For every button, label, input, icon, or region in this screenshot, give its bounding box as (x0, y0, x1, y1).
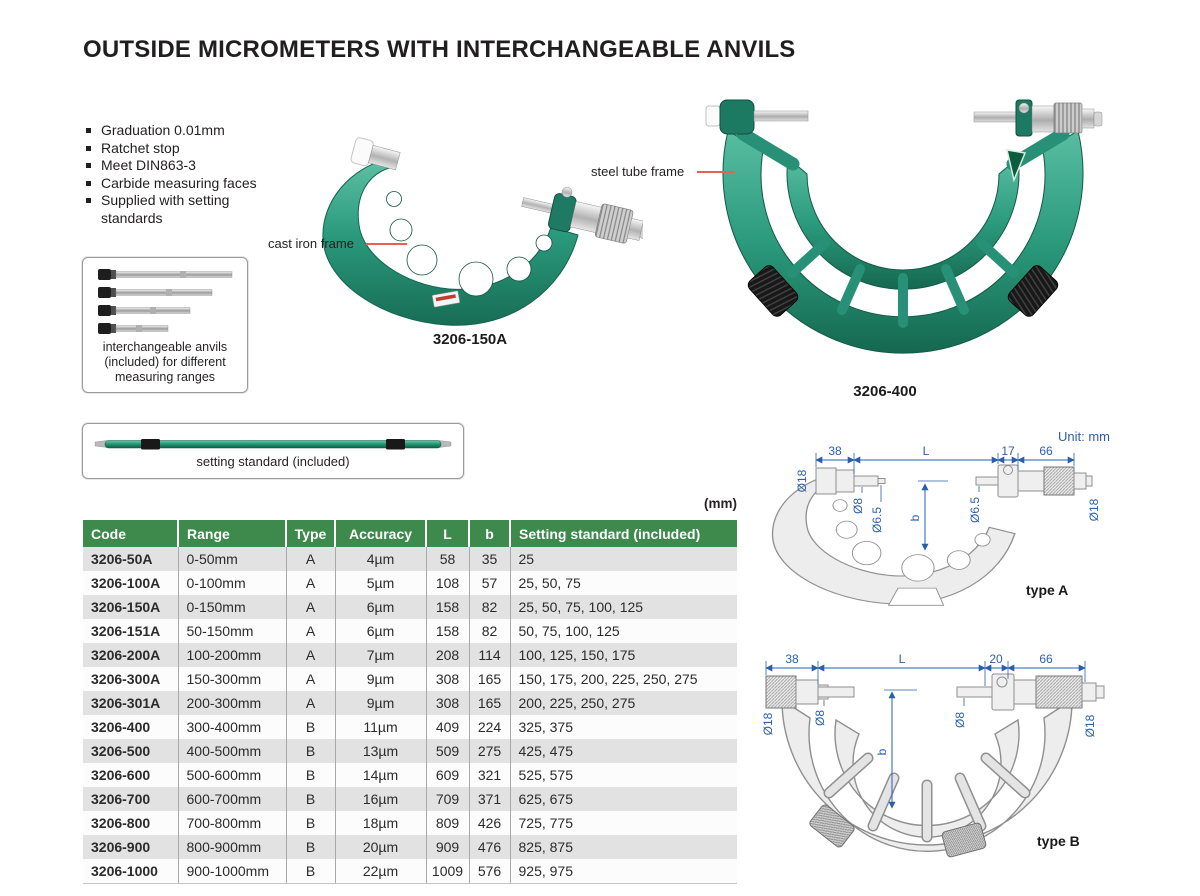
table-cell: 3206-300A (83, 667, 178, 691)
table-cell: 900-1000mm (178, 859, 286, 884)
table-cell: 0-100mm (178, 571, 286, 595)
frame-hole (390, 219, 412, 241)
frame-grip (808, 803, 856, 848)
table-cell: 82 (469, 595, 510, 619)
table-cell: A (286, 595, 335, 619)
table-row (83, 547, 737, 571)
table-cell: 0-150mm (178, 595, 286, 619)
table-cell: 509 (426, 739, 469, 763)
table-cell: 3206-400 (83, 715, 178, 739)
callout-cast-iron-frame: cast iron frame (268, 236, 354, 251)
table-cell: 800-900mm (178, 835, 286, 859)
spindle (522, 198, 555, 214)
table-cell: 50-150mm (178, 619, 286, 643)
anvil-outline (766, 676, 854, 708)
bullet-square-icon (86, 146, 91, 151)
bullet-square-icon (86, 181, 91, 186)
frame-hole (459, 262, 493, 296)
feature-text: Graduation 0.01mm (101, 122, 225, 138)
frame-outline (773, 474, 1015, 605)
table-cell: 700-800mm (178, 811, 286, 835)
table-cell: 108 (426, 571, 469, 595)
table-cell: 825, 875 (510, 835, 737, 859)
table-cell: 100, 125, 150, 175 (510, 643, 737, 667)
table-cell: 9µm (335, 667, 426, 691)
thimble (1054, 103, 1082, 133)
feature-text: Ratchet stop (101, 139, 180, 156)
leader-line (366, 243, 407, 245)
anvil-rod (98, 269, 232, 280)
frame-hole (536, 235, 552, 251)
dim-l: L (922, 444, 930, 458)
anvil-outline (816, 468, 885, 494)
drawing-unit-label: Unit: mm (1058, 429, 1110, 444)
anvil-rod (98, 287, 212, 298)
table-cell: 3206-50A (83, 547, 178, 571)
table-cell: 165 (469, 667, 510, 691)
ratchet-stop (1082, 109, 1094, 128)
table-cell: 576 (469, 859, 510, 884)
table-cell: 709 (426, 787, 469, 811)
table-row (83, 811, 737, 835)
dia-right: Ø18 (1083, 714, 1097, 738)
technical-drawing-type-b (752, 650, 1108, 865)
table-cell: B (286, 787, 335, 811)
table-cell: B (286, 859, 335, 884)
table-cell: 208 (426, 643, 469, 667)
table-row (83, 715, 737, 739)
bullet-square-icon (86, 163, 91, 168)
table-cell: 425, 475 (510, 739, 737, 763)
table-cell: 22µm (335, 859, 426, 884)
table-cell: 25 (510, 547, 737, 571)
anvil-assembly (706, 100, 808, 134)
spindle (974, 112, 1016, 122)
feature-item (86, 175, 271, 193)
frame-hole (507, 257, 531, 281)
dim-anvil-length: 38 (785, 652, 799, 666)
table-cell: 18µm (335, 811, 426, 835)
table-cell: B (286, 739, 335, 763)
table-cell: 82 (469, 619, 510, 643)
table-row (83, 859, 737, 884)
dim-anvil-length: 38 (828, 444, 842, 458)
table-cell: 100-200mm (178, 643, 286, 667)
callout-steel-tube-frame: steel tube frame (591, 164, 685, 179)
column-header-accuracy: Accuracy (335, 520, 426, 547)
table-cell: 200, 225, 250, 275 (510, 691, 737, 715)
dia-left: Ø18 (761, 712, 775, 736)
dim-b: b (908, 514, 922, 522)
table-cell: 3206-100A (83, 571, 178, 595)
table-cell: 3206-1000 (83, 859, 178, 884)
type-a-label: type A (1026, 582, 1069, 598)
figure-caption-3206-150A: 3206-150A (432, 331, 508, 348)
feature-text: Meet DIN863-3 (101, 157, 196, 173)
table-cell: B (286, 835, 335, 859)
table-cell: 150, 175, 200, 225, 250, 275 (510, 667, 737, 691)
table-cell: 114 (469, 643, 510, 667)
ratchet-cap (1094, 112, 1102, 126)
table-row (83, 835, 737, 859)
table-cell: 275 (469, 739, 510, 763)
table-cell: 909 (426, 835, 469, 859)
table-cell: 476 (469, 835, 510, 859)
dim-thimble: 66 (1039, 444, 1053, 458)
frame-hole (407, 245, 437, 275)
feature-text: Carbide measuring faces (101, 174, 257, 191)
dia-tip-right: Ø6.5 (968, 496, 982, 524)
table-cell: 3206-900 (83, 835, 178, 859)
table-cell: 224 (469, 715, 510, 739)
table-cell: 325, 375 (510, 715, 737, 739)
micrometer-head (974, 100, 1102, 136)
dia-rod-left: Ø8 (813, 709, 827, 727)
dia-right: Ø18 (1087, 498, 1101, 522)
table-cell: 16µm (335, 787, 426, 811)
table-cell: 925, 975 (510, 859, 737, 884)
feature-item (86, 192, 271, 227)
setting-standard-photo (93, 436, 453, 452)
column-header-type: Type (286, 520, 335, 547)
table-cell: 3206-600 (83, 763, 178, 787)
table-cell: 11µm (335, 715, 426, 739)
head-outline (976, 465, 1092, 497)
table-cell: 4µm (335, 547, 426, 571)
anvils-figure-box (82, 257, 248, 393)
table-cell: 3206-301A (83, 691, 178, 715)
feature-item (86, 157, 271, 175)
table-row (83, 571, 737, 595)
table-row (83, 619, 737, 643)
table-row (83, 763, 737, 787)
table-row (83, 739, 737, 763)
type-b-label: type B (1037, 833, 1080, 849)
dia-left: Ø18 (795, 469, 809, 493)
table-cell: 1009 (426, 859, 469, 884)
dim-thimble: 66 (1039, 652, 1053, 666)
table-cell: B (286, 715, 335, 739)
table-cell: 200-300mm (178, 691, 286, 715)
bullet-square-icon (86, 198, 91, 203)
table-cell: 13µm (335, 739, 426, 763)
table-cell: 3206-151A (83, 619, 178, 643)
anvil-rod (98, 323, 168, 334)
interchangeable-anvils-photo (92, 266, 238, 338)
table-unit-note: (mm) (704, 496, 737, 511)
lock-lever (1019, 103, 1029, 113)
table-cell: 165 (469, 691, 510, 715)
table-cell: 7µm (335, 643, 426, 667)
column-header-range: Range (178, 520, 286, 547)
sleeve (1032, 106, 1054, 132)
table-cell: 0-50mm (178, 547, 286, 571)
dim-head: 17 (1001, 444, 1015, 458)
table-cell: A (286, 691, 335, 715)
table-cell: 409 (426, 715, 469, 739)
dim-l: L (898, 652, 906, 666)
table-cell: 150-300mm (178, 667, 286, 691)
table-row (83, 787, 737, 811)
table-body (83, 547, 737, 884)
table-cell: 300-400mm (178, 715, 286, 739)
table-cell: 9µm (335, 691, 426, 715)
table-cell: 809 (426, 811, 469, 835)
table-header-row (83, 520, 737, 547)
table-cell: 500-600mm (178, 763, 286, 787)
setting-standard-caption: setting standard (included) (196, 454, 350, 469)
dim-head: 20 (989, 652, 1003, 666)
table-cell: 525, 575 (510, 763, 737, 787)
table-cell: 426 (469, 811, 510, 835)
anvil-rod (98, 305, 190, 316)
feature-text: Supplied with setting standards (101, 192, 230, 226)
table-cell: A (286, 643, 335, 667)
column-header-code: Code (83, 520, 178, 547)
figure-caption-3206-400: 3206-400 (853, 383, 917, 400)
table-cell: 57 (469, 571, 510, 595)
technical-drawing-type-a (758, 440, 1108, 612)
table-cell: 400-500mm (178, 739, 286, 763)
table-cell: 3206-200A (83, 643, 178, 667)
feature-list (86, 122, 271, 227)
dia-tip-left: Ø6.5 (870, 506, 884, 534)
dia-rod-right: Ø8 (953, 711, 967, 729)
table-row (83, 595, 737, 619)
table-cell: B (286, 763, 335, 787)
table-cell: 158 (426, 595, 469, 619)
table-cell: 3206-800 (83, 811, 178, 835)
column-header-setting-standard: Setting standard (included) (510, 520, 737, 547)
feature-item (86, 140, 271, 158)
table-row (83, 643, 737, 667)
table-cell: 25, 50, 75 (510, 571, 737, 595)
table-row (83, 667, 737, 691)
cast-iron-frame (323, 159, 578, 325)
table-cell: 725, 775 (510, 811, 737, 835)
dia-rod-left: Ø8 (851, 497, 865, 515)
table-cell: 625, 675 (510, 787, 737, 811)
table-row (83, 691, 737, 715)
table-cell: 25, 50, 75, 100, 125 (510, 595, 737, 619)
leader-line (697, 171, 735, 173)
table-cell: 3206-150A (83, 595, 178, 619)
specification-table (83, 520, 737, 884)
page-title: OUTSIDE MICROMETERS WITH INTERCHANGEABLE ANVILS (83, 36, 796, 63)
steel-tube-frame (723, 131, 1083, 353)
micrometer-photo-3206-400 (698, 96, 1110, 374)
table-cell: 158 (426, 619, 469, 643)
table-cell: B (286, 811, 335, 835)
table-cell: 5µm (335, 571, 426, 595)
anvils-caption: interchangeable anvils (included) for different measuring ranges (102, 340, 228, 384)
column-header-l: L (426, 520, 469, 547)
setting-standard-box (82, 423, 464, 479)
table-cell: 3206-700 (83, 787, 178, 811)
table-cell: A (286, 619, 335, 643)
head-outline (957, 674, 1104, 710)
table-cell: 321 (469, 763, 510, 787)
table-cell: 14µm (335, 763, 426, 787)
table-cell: 6µm (335, 619, 426, 643)
table-cell: 35 (469, 547, 510, 571)
table-cell: A (286, 667, 335, 691)
column-header-b: b (469, 520, 510, 547)
anvil-rod (754, 111, 808, 121)
frame-hole (387, 192, 402, 207)
bullet-square-icon (86, 128, 91, 133)
feature-item (86, 122, 271, 140)
table-cell: 50, 75, 100, 125 (510, 619, 737, 643)
table-cell: 609 (426, 763, 469, 787)
table-cell: 20µm (335, 835, 426, 859)
table-cell: 371 (469, 787, 510, 811)
table-cell: 600-700mm (178, 787, 286, 811)
table-cell: A (286, 571, 335, 595)
table-cell: 6µm (335, 595, 426, 619)
dim-b: b (875, 748, 889, 756)
table-cell: 58 (426, 547, 469, 571)
table-cell: 3206-500 (83, 739, 178, 763)
table-cell: A (286, 547, 335, 571)
table-cell: 308 (426, 667, 469, 691)
table-cell: 308 (426, 691, 469, 715)
frame-spokes (829, 758, 1025, 837)
